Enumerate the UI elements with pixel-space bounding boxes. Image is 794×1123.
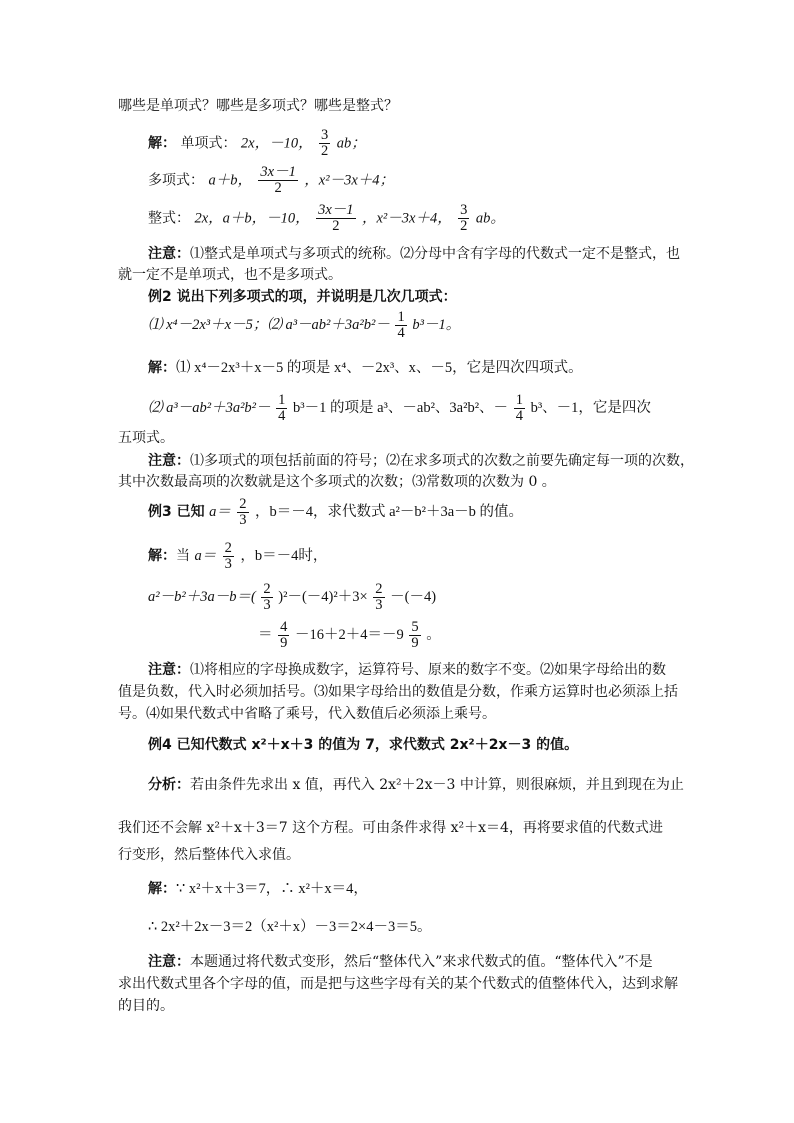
fraction: $\frac{5}{9}$ [411, 619, 419, 652]
equation-text: －16＋2＋4＝－9 [295, 627, 404, 643]
fraction: $\frac{3x-1}{2}$ [260, 164, 296, 196]
integral-label: 整式： [148, 210, 190, 227]
note-1-line-1 [148, 244, 680, 264]
title-text: ，b＝－4，求代数式 a²－b²＋3a－b 的值。 [254, 504, 524, 520]
note-4-line-1 [148, 952, 653, 972]
analysis-label: 分析： [148, 777, 190, 793]
fraction: $\frac{3}{2}$ [460, 202, 468, 234]
note-3-line-3: 号。⑷如果代数式中省略了乘号，代入数值后必须添上乘号。 [118, 706, 496, 722]
analysis-line-1 [148, 775, 684, 795]
monomial-tail: ab； [336, 135, 366, 152]
solution-label: 解： [148, 881, 176, 897]
integral-tail: ab。 [475, 210, 505, 227]
solution-text: ，b＝－4时， [240, 548, 328, 564]
variable: a＝ [194, 548, 217, 564]
note-2-line-2: 其中次数最高项的次数就是这个多项式的次数；⑶常数项的次数为 0 。 [118, 474, 556, 490]
fraction: $\frac{1}{4}$ [278, 392, 286, 425]
note-4-line-2: 求出代数式里各个字母的值，而是把与这些字母有关的某个代数式的值整体代入，达到求解 [118, 976, 678, 992]
note-text: ⑴将相应的字母换成数字，运算符号、原来的数字不变。⑵如果字母给出的数 [190, 662, 666, 678]
example-2-solution-1 [148, 358, 583, 378]
polynomial-tail: ，x²－3x＋4； [304, 172, 395, 189]
note-3-line-1 [148, 660, 666, 680]
fraction: $\frac{2}{3}$ [375, 581, 383, 614]
note-text: 本题通过将代数式变形，然后“整体代入”来求代数式的值。“整体代入”不是 [190, 954, 653, 970]
monomial-line [148, 128, 366, 159]
example-4-title: 例4 已知代数式 x²＋x＋3 的值为 7，求代数式 2x²＋2x－3 的值。 [148, 737, 579, 753]
solution-text: b³、－1，它是四次 [530, 400, 651, 416]
polynomial-a: a＋b， [208, 172, 252, 189]
example-3-solution-intro [148, 540, 327, 572]
fraction: $\frac{2}{3}$ [263, 581, 271, 614]
analysis-text: 若由条件先求出 x 值，再代入 2x²＋2x－3 中计算，则很麻烦，并且到现在为止 [190, 777, 684, 793]
example-3-title [148, 496, 523, 528]
equation-text: 。 [426, 627, 441, 643]
solution-text: ∵ x²＋x＋3＝7，∴ x²＋x＝4， [176, 881, 368, 897]
equation-text: )²－(－4)²＋3× [278, 589, 368, 605]
analysis-line-3: 行变形，然后整体代入求值。 [118, 847, 300, 863]
monomial-label: 单项式： [180, 135, 237, 152]
example-4-solution-1 [148, 879, 368, 899]
example-2-solution-2-cont: 五项式。 [118, 430, 174, 446]
note-3-line-2: 值是负数，代入时必须加括号。⑶如果字母给出的数值是分数，作乘方运算时也必须添上括 [118, 684, 678, 700]
analysis-line-2: 我们还不会解 x²＋x＋3＝7 这个方程。可由条件求得 x²＋x＝4，再将要求值的代数式进 [118, 820, 663, 836]
polynomial-line [148, 165, 394, 196]
fraction: $\frac{3x-1}{2}$ [318, 202, 354, 234]
note-text: ⑴整式是单项式与多项式的统称。⑵分母中含有字母的代数式一定不是整式，也 [190, 246, 680, 262]
example-2-question [148, 310, 460, 341]
note-4-line-3: 的目的。 [118, 998, 174, 1014]
fraction: $\frac{2}{3}$ [239, 495, 247, 528]
example-4-solution-2: ∴ 2x²＋2x－3＝2（x²＋x）－3＝2×4－3＝5。 [148, 919, 432, 935]
fraction: $\frac{4}{9}$ [280, 619, 288, 652]
integral-mid: ，x²－3x＋4， [361, 210, 452, 227]
note-label: 注意： [148, 246, 190, 262]
equation-text: a²－b²＋3a－b＝( [148, 589, 256, 605]
note-2-line-1 [148, 451, 694, 471]
fraction: $\frac{3}{2}$ [321, 127, 329, 159]
example-2-title: 例2 说出下列多项式的项，并说明是几次几项式： [148, 289, 457, 305]
solution-label: 解： [148, 548, 176, 564]
example-3-equation-2 [258, 619, 441, 651]
solution-label: 解： [148, 135, 176, 152]
solution-text: ⑴ x⁴－2x³＋x－5 的项是 x⁴、－2x³、x、－5，它是四次四项式。 [176, 360, 583, 376]
integral-list: 2x，a＋b，－10， [194, 210, 310, 227]
question-text: ⑴ x⁴－2x³＋x－5；⑵ a³－ab²＋3a²b²－ [148, 317, 390, 333]
variable: a＝ [209, 504, 231, 520]
note-1-line-2: 就一定不是单项式，也不是多项式。 [118, 267, 342, 283]
intro-question: 哪些是单项式？哪些是多项式？哪些是整式？ [118, 98, 398, 114]
note-label: 注意： [148, 662, 190, 678]
example-3-equation-1 [148, 581, 436, 613]
example-2-solution-2 [148, 393, 651, 424]
note-label: 注意： [148, 453, 190, 469]
equation-text: ＝ [258, 627, 273, 643]
integral-expression-line [148, 203, 505, 234]
equation-text: －(－4) [390, 589, 437, 605]
example-label: 例3 已知 [148, 504, 205, 520]
solution-text: b³－1 的项是 a³、－ab²、3a²b²、－ [293, 400, 509, 416]
solution-label: 解： [148, 360, 176, 376]
fraction: $\frac{2}{3}$ [224, 539, 232, 572]
note-text: ⑴多项式的项包括前面的符号；⑵在求多项式的次数之前要先确定每一项的次数， [190, 453, 694, 469]
monomial-list: 2x，－10， [240, 135, 313, 152]
solution-text: ⑵ a³－ab²＋3a²b²－ [148, 400, 271, 416]
note-label: 注意： [148, 954, 190, 970]
fraction: $\frac{1}{4}$ [515, 392, 523, 425]
solution-text: 当 [176, 548, 190, 564]
question-tail: b³－1。 [412, 317, 461, 333]
polynomial-label: 多项式： [148, 172, 204, 189]
fraction: $\frac{1}{4}$ [397, 309, 405, 342]
